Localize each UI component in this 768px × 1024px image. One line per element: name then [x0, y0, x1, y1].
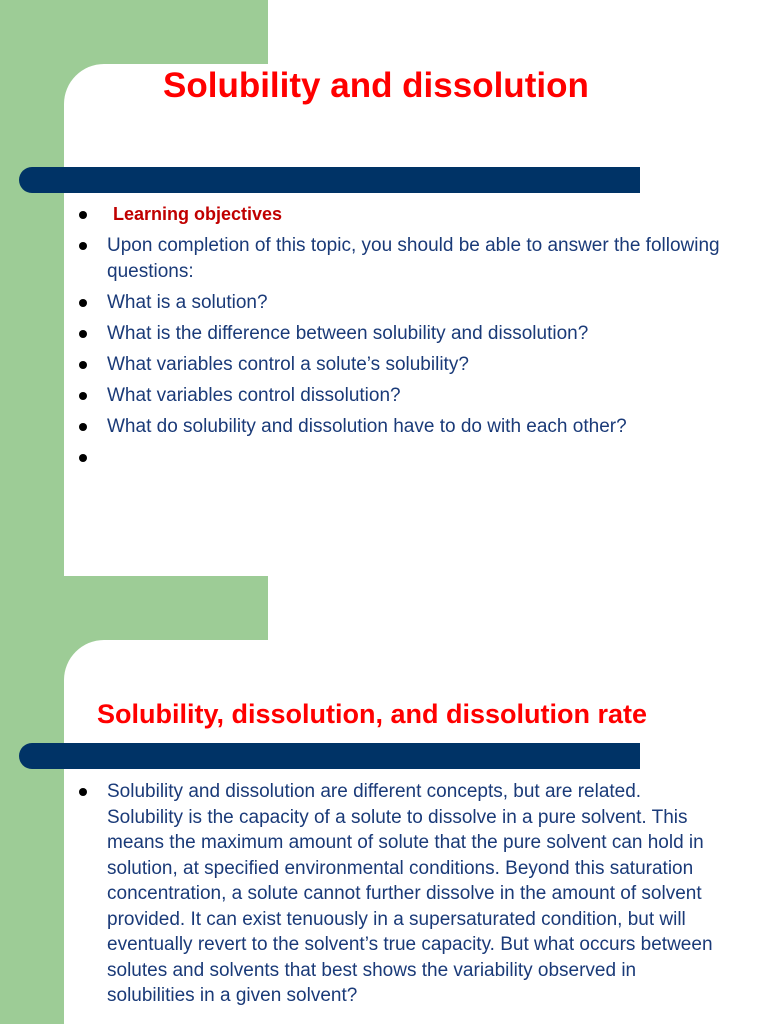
- slide2-title: Solubility, dissolution, and dissolution rate: [97, 699, 648, 729]
- slide1-bullet-list: [74, 202, 724, 476]
- bullet-learning-objectives: [74, 202, 724, 228]
- bullet-question: [74, 290, 724, 316]
- slide1-accent-bar: [19, 167, 640, 193]
- slide2-bullet-list: [74, 779, 722, 1014]
- bullet-question: [74, 321, 724, 347]
- bullet-empty: [74, 445, 724, 471]
- slide2-accent-bar: [19, 743, 640, 769]
- bullet-question: [74, 383, 724, 409]
- bullet-dot-icon: [79, 361, 87, 369]
- bullet-text: What do solubility and dissolution have to do with each other?: [107, 415, 627, 437]
- bullet-dot-icon: [79, 330, 87, 338]
- bullet-text: Upon completion of this topic, you should be able to answer the following questions:: [107, 235, 720, 282]
- bullet-text: Learning objectives: [113, 204, 283, 224]
- bullet-question: [74, 352, 724, 378]
- bullet-dot-icon: [79, 299, 87, 307]
- bullet-intro: [74, 233, 724, 284]
- bullet-dot-icon: [79, 392, 87, 400]
- bullet-dot-icon: [79, 454, 87, 462]
- bullet-solubility-paragraph: [74, 779, 722, 1009]
- bullet-text: What is a solution?: [107, 291, 268, 313]
- bullet-text: What is the difference between solubility and dissolution?: [107, 322, 589, 344]
- bullet-question: [74, 414, 724, 440]
- bullet-dot-icon: [79, 788, 87, 796]
- bullet-text: What variables control a solute’s solubility?: [107, 353, 469, 375]
- bullet-dot-icon: [79, 211, 87, 219]
- bullet-text: What variables control dissolution?: [107, 384, 401, 406]
- bullet-dot-icon: [79, 423, 87, 431]
- bullet-text: Solubility and dissolution are different concepts, but are related. Solubility is the capacity of a solute to dissolve in a pure solvent. This means the maximum amount of solute that the pure solvent can hold in solution, at specified environmental conditions. Beyond this saturation concentration, a solute cannot further dissolve in the amount of solvent provided. It can exist tenuously in a supersaturated condition, but will eventually revert to the solvent’s true capacity. But what occurs between solutes and solvents that best shows the variability observed in solubilities in a given solvent?: [107, 781, 713, 1006]
- bullet-dot-icon: [79, 242, 87, 250]
- slide1-title: Solubility and dissolution: [163, 66, 589, 105]
